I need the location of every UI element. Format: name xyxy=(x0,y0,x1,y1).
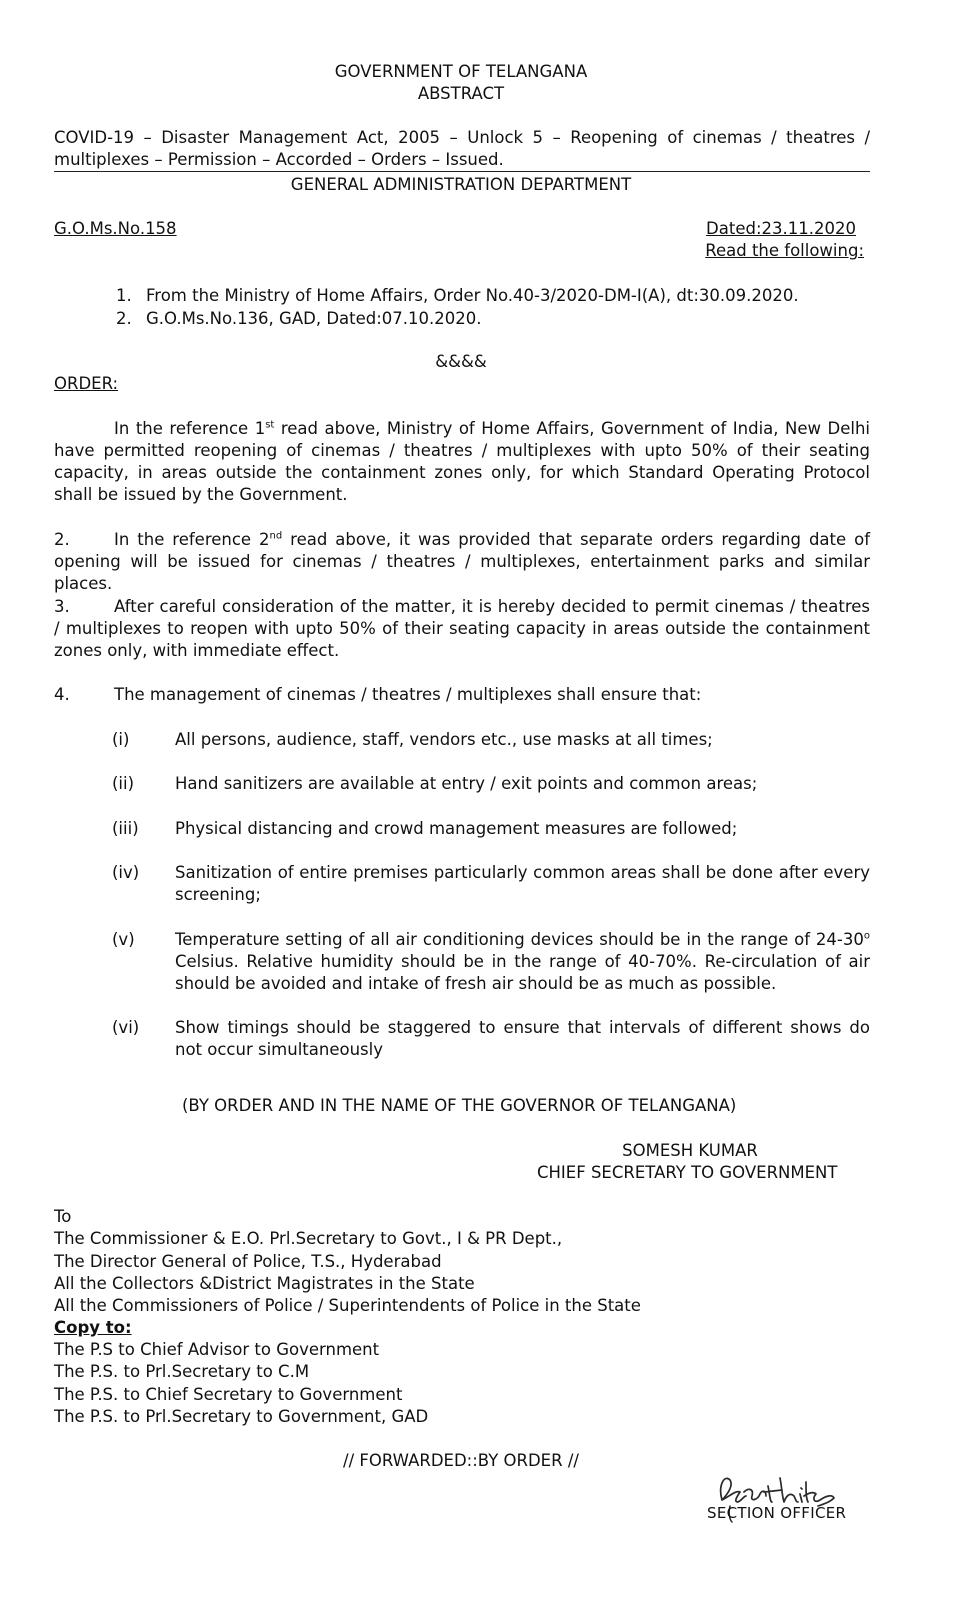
read-following: Read the following: xyxy=(705,241,864,260)
copy-line-1: The P.S to Chief Advisor to Government xyxy=(54,1340,380,1359)
item-text-vi: Show timings should be staggered to ensure that intervals of different shows do not occur simultaneously xyxy=(175,1018,870,1059)
copy-line-4: The P.S. to Prl.Secretary to Government, GAD xyxy=(54,1407,429,1426)
copy-line-2: The P.S. to Prl.Secretary to C.M xyxy=(54,1362,310,1381)
to-line-2: The Director General of Police, T.S., Hyderabad xyxy=(54,1252,442,1271)
separator: &&&& xyxy=(435,352,487,371)
reference-text-2: G.O.Ms.No.136, GAD, Dated:07.10.2020. xyxy=(146,309,482,328)
signatory-title: CHIEF SECRETARY TO GOVERNMENT xyxy=(537,1163,838,1182)
item-num-vi: (vi) xyxy=(112,1018,140,1037)
reference-text-1: From the Ministry of Home Affairs, Order No.40-3/2020-DM-I(A), dt:30.09.2020. xyxy=(146,286,799,305)
government-heading: GOVERNMENT OF TELANGANA xyxy=(334,62,588,81)
item-text-iv: Sanitization of entire premises particularly common areas shall be done after every screening; xyxy=(175,863,870,904)
item-num-iii: (iii) xyxy=(112,819,139,838)
go-number: G.O.Ms.No.158 xyxy=(54,219,177,238)
item-text-ii: Hand sanitizers are available at entry / exit points and common areas; xyxy=(175,774,758,793)
section-officer-title: SECTION OFFICER xyxy=(707,1504,847,1522)
to-line-3: All the Collectors &District Magistrates in the State xyxy=(54,1274,475,1293)
reference-num-1: 1. xyxy=(116,286,132,305)
forwarded-line: // FORWARDED::BY ORDER // xyxy=(343,1451,579,1470)
reference-num-2: 2. xyxy=(116,309,132,328)
signatory-name: SOMESH KUMAR xyxy=(622,1141,758,1160)
item-text-v: Temperature setting of all air conditioning devices should be in the range of 24-30$^o$ Celsius. Relative humidity should be in the range of 40-70%. Re-circulation of air should be avoided and intake of fresh air should be as much as possible. xyxy=(175,930,870,993)
paragraph-4: 4. The management of cinemas / theatres / multiplexes shall ensure that: xyxy=(54,685,702,704)
abstract-heading: ABSTRACT xyxy=(417,84,505,103)
item-num-i: (i) xyxy=(112,730,130,749)
item-num-v: (v) xyxy=(112,930,135,949)
item-text-i: All persons, audience, staff, vendors etc., use masks at all times; xyxy=(175,730,713,749)
to-line-4: All the Commissioners of Police / Superintendents of Police in the State xyxy=(54,1296,641,1315)
paragraph-2: 2. In the reference 2nd read above, it was provided that separate orders regarding date of opening will be issued for cinemas / theatres / multiplexes, entertainment parks and similar places. xyxy=(54,530,870,593)
item-text-iii: Physical distancing and crowd management measures are followed; xyxy=(175,819,738,838)
subject-line-1: COVID-19 – Disaster Management Act, 2005 – Unlock 5 – Reopening of cinemas / theatres / xyxy=(54,128,870,147)
by-order-line: (BY ORDER AND IN THE NAME OF THE GOVERNOR OF TELANGANA) xyxy=(182,1096,737,1115)
paragraph-1: In the reference 1st read above, Ministry of Home Affairs, Government of India, New Delhi have permitted reopening of cinemas / theatres / multiplexes with upto 50% of their seating capacity, in areas outside the containment zones only, for which Standard Operating Protocol shall be issued by the Government. xyxy=(54,419,870,504)
item-num-ii: (ii) xyxy=(112,774,135,793)
item-num-iv: (iv) xyxy=(112,863,140,882)
date: Dated:23.11.2020 xyxy=(706,219,856,238)
to-label: To xyxy=(54,1207,72,1226)
department-heading: GENERAL ADMINISTRATION DEPARTMENT xyxy=(290,175,632,194)
copy-line-3: The P.S. to Chief Secretary to Government xyxy=(54,1385,403,1404)
paragraph-3: 3. After careful consideration of the matter, it is hereby decided to permit cinemas / theatres / multiplexes to reopen with upto 50% of their seating capacity in areas outside the containment zones only, with immediate effect. xyxy=(54,597,870,660)
copy-to-label: Copy to: xyxy=(54,1318,132,1337)
subject-rule xyxy=(54,171,870,172)
subject-line-2: multiplexes – Permission – Accorded – Orders – Issued. xyxy=(54,150,504,169)
to-line-1: The Commissioner & E.O. Prl.Secretary to Govt., I & PR Dept., xyxy=(54,1229,563,1248)
order-label: ORDER: xyxy=(54,374,119,393)
